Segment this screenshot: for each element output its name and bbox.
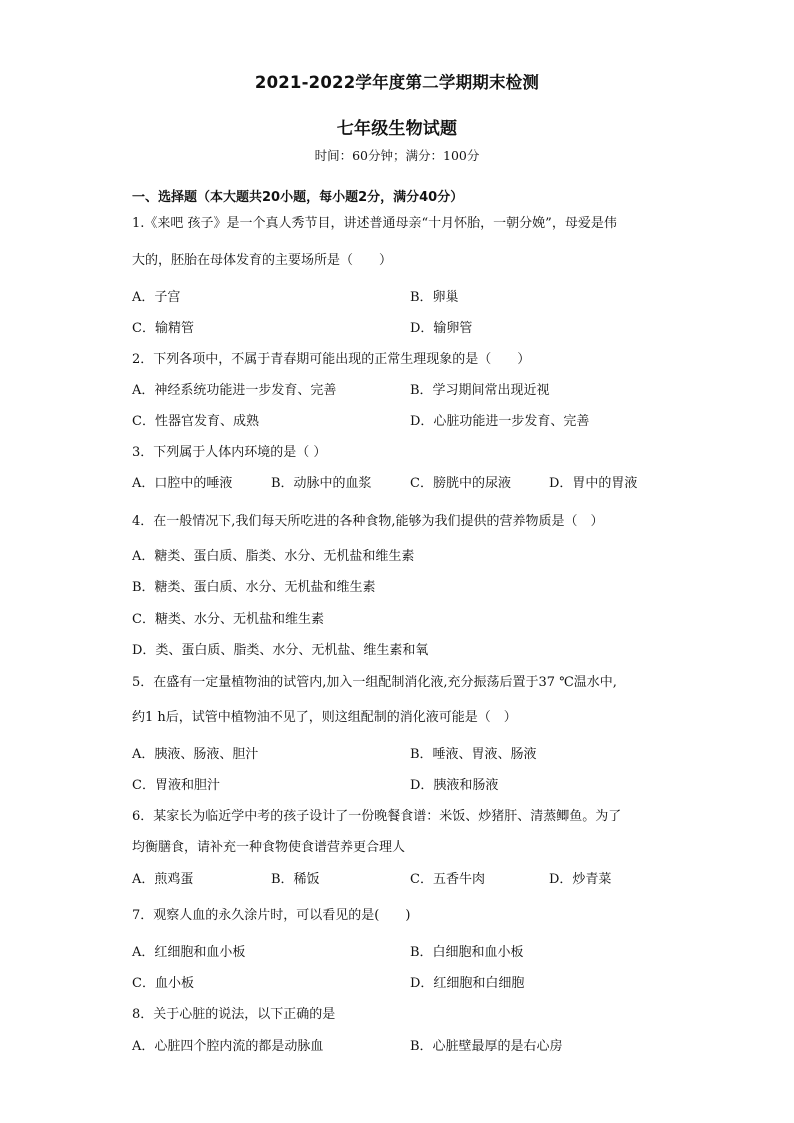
question-5-line-1: 5．在盛有一定量植物油的试管内,加入一组配制消化液,充分振荡后置于37 ℃温水中, [132, 675, 617, 690]
exam-subtitle: 七年级生物试题 [336, 119, 458, 139]
question-5-option-b: B．唾液、胃液、肠液 [410, 747, 537, 762]
question-4-line-1: 4．在一般情况下,我们每天所吃进的各种食物,能够为我们提供的营养物质是（ ） [132, 514, 604, 529]
question-7-option-d: D．红细胞和白细胞 [410, 976, 525, 991]
question-8-option-b: B．心脏壁最厚的是右心房 [410, 1039, 563, 1054]
question-7-option-a: A．红细胞和血小板 [132, 945, 246, 960]
question-3-option-d: D．胃中的胃液 [549, 476, 638, 491]
question-3-option-a: A．口腔中的唾液 [132, 476, 233, 491]
question-4-option-d: D．类、蛋白质、脂类、水分、无机盐、维生素和氧 [132, 643, 429, 658]
question-8-option-a: A．心脏四个腔内流的都是动脉血 [132, 1039, 324, 1054]
exam-title: 2021-2022学年度第二学期期末检测 [254, 73, 540, 92]
question-1-option-c: C．输精管 [132, 321, 194, 336]
question-2-option-d: D．心脏功能进一步发育、完善 [410, 414, 590, 429]
question-6-line-2: 均衡膳食，请补充一种食物使食谱营养更合理人 [132, 840, 406, 855]
question-2-line-1: 2．下列各项中，不属于青春期可能出现的正常生理现象的是（ ） [132, 352, 531, 367]
question-5-line-2: 约1 h后，试管中植物油不见了，则这组配制的消化液可能是（ ） [132, 710, 517, 725]
question-7-line-1: 7．观察人血的永久涂片时，可以看见的是( ) [132, 908, 411, 923]
question-6-line-1: 6．某家长为临近学中考的孩子设计了一份晚餐食谱：米饭、炒猪肝、清蒸鲫鱼。为了 [132, 809, 622, 824]
question-3-line-1: 3．下列属于人体内环境的是（ ） [132, 445, 327, 460]
question-4-option-c: C．糖类、水分、无机盐和维生素 [132, 612, 324, 627]
question-7-option-c: C．血小板 [132, 976, 194, 991]
question-1-option-a: A．子宫 [132, 290, 181, 305]
question-5-option-c: C．胃液和胆汁 [132, 778, 220, 793]
question-6-option-a: A．煎鸡蛋 [132, 872, 194, 887]
question-1-option-d: D．输卵管 [410, 321, 473, 336]
question-5-option-a: A．胰液、肠液、胆汁 [132, 747, 259, 762]
section-heading: 一、选择题（本大题共20小题，每小题2分，满分40分） [132, 190, 464, 205]
question-6-option-b: B．稀饭 [271, 872, 320, 887]
question-6-option-d: D．炒青菜 [549, 872, 612, 887]
question-3-option-b: B．动脉中的血浆 [271, 476, 372, 491]
question-2-option-c: C．性器官发育、成熟 [132, 414, 259, 429]
question-1-line-2: 大的，胚胎在母体发育的主要场所是（ ） [132, 253, 393, 268]
question-6-option-c: C．五香牛肉 [410, 872, 485, 887]
question-5-option-d: D．胰液和肠液 [410, 778, 499, 793]
exam-meta: 时间：60分钟；满分：100分 [314, 148, 480, 163]
question-4-option-a: A．糖类、蛋白质、脂类、水分、无机盐和维生素 [132, 549, 415, 564]
question-1-line-1: 1.《来吧 孩子》是一个真人秀节目，讲述普通母亲“十月怀胎，一朝分娩”，母爱是伟 [132, 216, 617, 231]
question-7-option-b: B．白细胞和血小板 [410, 945, 524, 960]
question-2-option-b: B．学习期间常出现近视 [410, 383, 550, 398]
question-3-option-c: C．膀胱中的尿液 [410, 476, 511, 491]
question-8-line-1: 8．关于心脏的说法，以下正确的是 [132, 1007, 336, 1022]
question-4-option-b: B．糖类、蛋白质、水分、无机盐和维生素 [132, 580, 376, 595]
question-2-option-a: A．神经系统功能进一步发育、完善 [132, 383, 337, 398]
question-1-option-b: B．卵巢 [410, 290, 459, 305]
